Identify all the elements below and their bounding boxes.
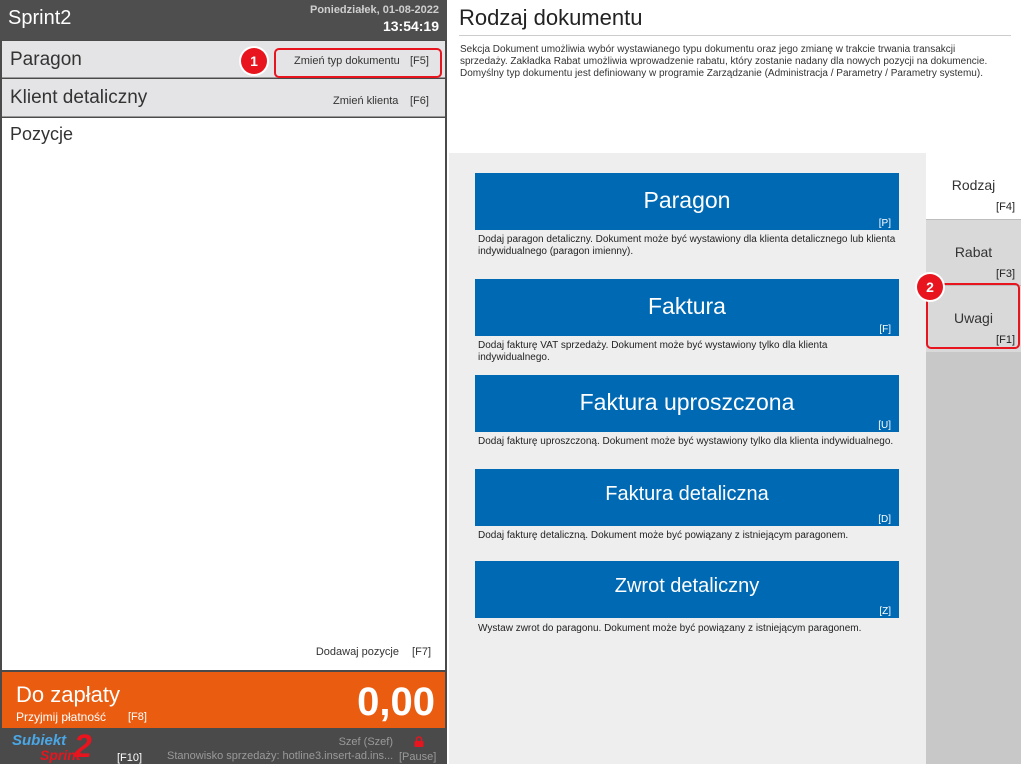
document-description: Dodaj fakturę VAT sprzedaży. Dokument może być wystawiony tylko dla klienta indywidualnego. [478,340,828,363]
payment-title: Do zapłaty [16,682,120,707]
change-client-button[interactable]: Zmień klienta [333,95,399,107]
document-button-key: [P] [878,218,891,229]
add-items-button[interactable] [316,646,431,658]
document-button-key: [U] [878,420,891,431]
change-type-highlight [274,48,442,78]
sales-panel [0,0,447,764]
document-description: Wystaw zwrot do paragonu. Dokument może być powiązany z istniejącym paragonem. [478,623,862,634]
change-document-type-button[interactable]: Zmień typ dokumentu [294,55,400,67]
document-button-faktura[interactable] [475,279,899,336]
tab-label: Rodzaj [951,177,996,193]
app-title: Sprint2 [8,7,72,29]
document-button-label: Faktura detaliczna [605,483,769,505]
tab-rodzaj[interactable] [926,153,1021,219]
client-label: Klient detaliczny [10,87,148,108]
station-name: Stanowisko sprzedaży: hotline3.insert-ad.ins... [167,750,394,762]
status-bar [0,728,447,764]
logo-text-top: Subiekt [12,732,67,749]
logo-digit: 2 [74,728,92,764]
document-button-label: Faktura [648,293,726,319]
document-button-paragon[interactable] [475,173,899,230]
add-items-key: [F7] [412,646,431,658]
subiekt-sprint-logo[interactable] [12,730,102,762]
tab-key: [F3] [996,268,1015,280]
tab-key: [F4] [996,201,1015,213]
document-button-label: Zwrot detaliczny [614,575,760,597]
callout-marker-2: 2 [917,274,943,300]
document-description: Dodaj fakturę uproszczoną. Dokument może być wystawiony tylko dla klienta indywidualnego. [478,436,894,447]
side-tabs [926,153,1021,764]
info-section [449,0,1021,153]
payment-panel[interactable] [2,672,445,728]
amount-due: 0,00 [357,680,435,724]
document-button-faktura-detaliczna[interactable] [475,469,899,526]
logo-text-bottom: Sprint [40,747,81,763]
items-area [2,118,445,670]
document-button-key: [Z] [879,606,891,617]
user-name: Szef (Szef) [338,736,393,748]
tab-label: Rabat [954,244,993,260]
tab-label: Uwagi [954,310,993,326]
document-button-faktura-uproszczona[interactable] [475,375,899,432]
pause-key: [Pause] [399,751,437,763]
document-description: Dodaj paragon detaliczny. Dokument może być wystawiony dla klienta detalicznego lub klienta indywidualnego (paragon imienny). [478,234,896,257]
lock-icon[interactable] [413,736,425,748]
time-display: 13:54:19 [382,18,439,34]
document-button-label: Paragon [643,187,731,213]
info-title: Rodzaj dokumentu [459,5,643,30]
tab-rabat[interactable] [926,220,1021,286]
info-divider [459,35,1011,36]
accept-payment-key: [F8] [128,711,147,723]
document-button-zwrot-detaliczny[interactable] [475,561,899,618]
document-description: Dodaj fakturę detaliczną. Dokument może być powiązany z istniejącym paragonem. [478,530,849,541]
callout-marker-1: 1 [241,48,267,74]
change-document-type-key: [F5] [410,55,429,67]
document-button-label: Faktura uproszczona [579,389,795,415]
client-row[interactable] [2,79,445,117]
accept-payment-button[interactable]: Przyjmij płatność [16,710,107,724]
title-bar [0,0,447,40]
date-display: Poniedziałek, 01-08-2022 [309,4,439,16]
document-type-list [449,153,926,764]
document-type-label: Paragon [10,49,82,70]
change-client-key: [F6] [410,95,429,107]
add-items-label: Dodawaj pozycje [315,646,399,658]
info-text: Sekcja Dokument umożliwia wybór wystawianego typu dokumentu oraz jego zmianę w trakcie trwania transakcji sprzedaży. Zakładka Rabat umożliwia wprowadzenie rabatu, który zostanie nadany dla nowych pozycji na dokumencie. Domyślny typ dokumentu jest definiowany w programie Zarządzanie (Administracja / Parametry / Parametry systemu). [460,44,988,79]
document-button-key: [D] [878,514,891,525]
document-button-key: [F] [879,324,891,335]
items-title: Pozycje [10,124,74,144]
tab-key: [F1] [996,334,1015,346]
menu-key: [F10] [117,752,143,764]
